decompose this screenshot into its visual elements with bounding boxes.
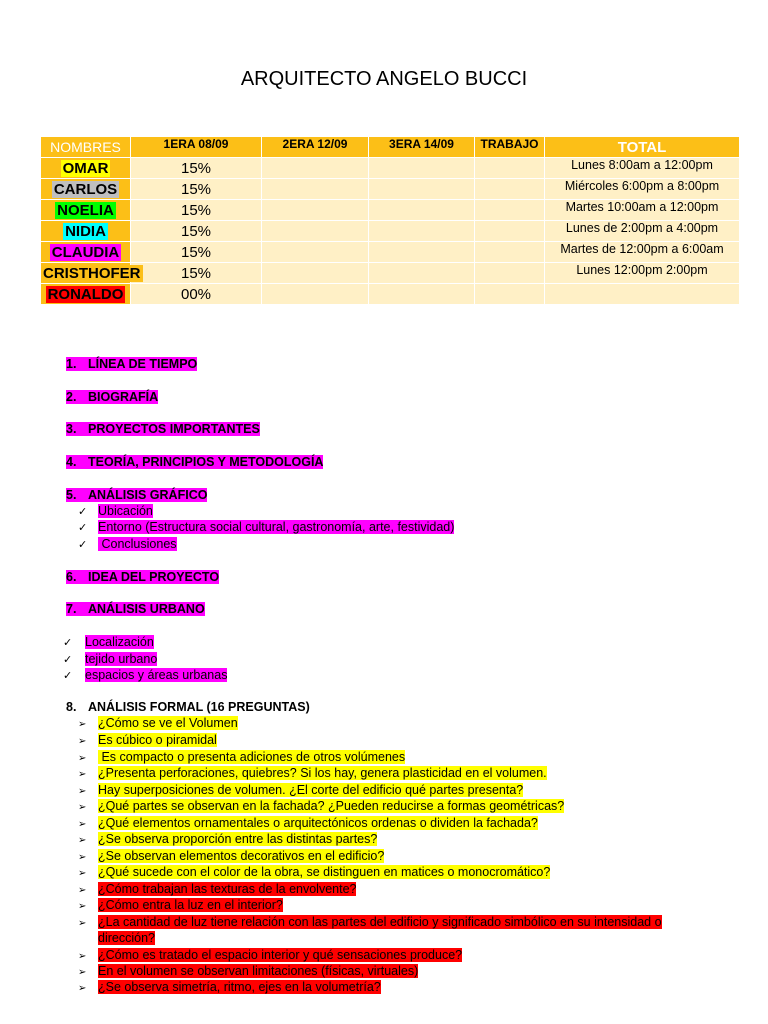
grade-trabajo bbox=[475, 242, 545, 263]
arrow-bullet-icon: ➢ bbox=[78, 852, 87, 863]
grade-2era bbox=[262, 158, 369, 179]
question-text: ¿Cómo es tratado el espacio interior y qué sensaciones produce? bbox=[98, 948, 463, 962]
header-trabajo: TRABAJO bbox=[475, 137, 545, 158]
student-name-label: NOELIA bbox=[57, 201, 114, 219]
question-item bbox=[78, 765, 547, 783]
section-5: 5. ANÁLISIS GRÁFICO bbox=[66, 488, 208, 502]
question-text: ¿Se observan elementos decorativos en el edificio? bbox=[98, 849, 385, 863]
question-text: ¿Qué partes se observan en la fachada? ¿Pueden reducirse a formas geométricas? bbox=[98, 799, 565, 813]
grade-2era bbox=[262, 263, 369, 284]
table-row bbox=[41, 179, 740, 200]
arrow-bullet-icon: ➢ bbox=[78, 868, 87, 879]
table-row bbox=[41, 263, 740, 284]
grade-trabajo bbox=[475, 221, 545, 242]
question-text: Es cúbico o piramidal bbox=[98, 733, 217, 747]
arrow-bullet-icon: ➢ bbox=[78, 951, 87, 962]
section-3: 3. PROYECTOS IMPORTANTES bbox=[66, 422, 260, 436]
question-text: ¿Qué sucede con el color de la obra, se distinguen en matices o monocromático? bbox=[98, 865, 551, 879]
question-item bbox=[78, 732, 217, 750]
grade-2era bbox=[262, 200, 369, 221]
grade-2era bbox=[262, 284, 369, 305]
student-name-label: OMAR bbox=[62, 159, 109, 177]
header-nombres: NOMBRES bbox=[41, 137, 131, 158]
question-item bbox=[78, 930, 155, 946]
section-7-item: ✓ tejido urbano bbox=[63, 652, 158, 666]
section-8: 8. ANÁLISIS FORMAL (16 PREGUNTAS) bbox=[66, 700, 310, 714]
table-row bbox=[41, 221, 740, 242]
section-7-item: ✓ espacios y áreas urbanas bbox=[63, 668, 228, 682]
section-2: 2. BIOGRAFÍA bbox=[66, 390, 159, 404]
question-item bbox=[78, 979, 381, 997]
student-name bbox=[41, 179, 131, 200]
question-text: Hay superposiciones de volumen. ¿El corte del edificio qué partes presenta? bbox=[98, 783, 524, 797]
check-icon: ✓ bbox=[78, 506, 88, 518]
grade-1era: 15% bbox=[131, 242, 262, 263]
grade-3era bbox=[369, 200, 475, 221]
grade-3era bbox=[369, 158, 475, 179]
check-icon: ✓ bbox=[63, 654, 73, 666]
arrow-bullet-icon: ➢ bbox=[78, 918, 87, 929]
grade-3era bbox=[369, 284, 475, 305]
section-7: 7. ANÁLISIS URBANO bbox=[66, 602, 205, 616]
question-item bbox=[78, 914, 662, 932]
check-icon: ✓ bbox=[78, 539, 88, 551]
total-schedule: Lunes de 2:00pm a 4:00pm bbox=[545, 221, 740, 242]
table-row bbox=[41, 158, 740, 179]
grade-trabajo bbox=[475, 158, 545, 179]
student-name bbox=[41, 221, 131, 242]
table-row bbox=[41, 242, 740, 263]
check-icon: ✓ bbox=[63, 670, 73, 682]
grade-1era: 15% bbox=[131, 179, 262, 200]
question-item bbox=[78, 897, 283, 915]
student-name-label: RONALDO bbox=[47, 285, 124, 303]
question-item bbox=[78, 715, 238, 733]
arrow-bullet-icon: ➢ bbox=[78, 753, 87, 764]
grade-1era: 15% bbox=[131, 263, 262, 284]
student-name bbox=[41, 158, 131, 179]
grade-trabajo bbox=[475, 200, 545, 221]
section-5-item: ✓ Conclusiones bbox=[78, 537, 177, 551]
question-text: dirección? bbox=[98, 931, 155, 945]
arrow-bullet-icon: ➢ bbox=[78, 719, 87, 730]
question-text: ¿Cómo entra la luz en el interior? bbox=[98, 898, 283, 912]
total-schedule bbox=[545, 284, 740, 305]
question-text: En el volumen se observan limitaciones (físicas, virtuales) bbox=[98, 964, 419, 978]
grade-3era bbox=[369, 221, 475, 242]
grade-2era bbox=[262, 242, 369, 263]
header-1era: 1ERA 08/09 bbox=[131, 137, 262, 158]
question-text: ¿Cómo se ve el Volumen bbox=[98, 716, 238, 730]
arrow-bullet-icon: ➢ bbox=[78, 983, 87, 994]
total-schedule: Martes de 12:00pm a 6:00am bbox=[545, 242, 740, 263]
section-5-item: ✓ Ubicación bbox=[78, 504, 153, 518]
header-3era: 3ERA 14/09 bbox=[369, 137, 475, 158]
arrow-bullet-icon: ➢ bbox=[78, 901, 87, 912]
student-name bbox=[41, 263, 141, 284]
total-schedule: Miércoles 6:00pm a 8:00pm bbox=[545, 179, 740, 200]
arrow-bullet-icon: ➢ bbox=[78, 769, 87, 780]
student-name-label: NIDIA bbox=[65, 222, 106, 240]
total-schedule: Lunes 8:00am a 12:00pm bbox=[545, 158, 740, 179]
grade-2era bbox=[262, 179, 369, 200]
student-name-label: CLAUDIA bbox=[51, 243, 120, 261]
section-7-item: ✓ Localización bbox=[63, 635, 154, 649]
table-header-row bbox=[41, 137, 740, 158]
total-schedule: Martes 10:00am a 12:00pm bbox=[545, 200, 740, 221]
grade-1era: 15% bbox=[131, 221, 262, 242]
grade-1era: 15% bbox=[131, 158, 262, 179]
question-text: Es compacto o presenta adiciones de otros volúmenes bbox=[98, 750, 406, 764]
table-row bbox=[41, 200, 740, 221]
grade-1era: 15% bbox=[131, 200, 262, 221]
arrow-bullet-icon: ➢ bbox=[78, 802, 87, 813]
arrow-bullet-icon: ➢ bbox=[78, 819, 87, 830]
arrow-bullet-icon: ➢ bbox=[78, 885, 87, 896]
student-name bbox=[41, 284, 131, 305]
question-text: ¿Se observa proporción entre las distintas partes? bbox=[98, 832, 378, 846]
document-title: ARQUITECTO ANGELO BUCCI bbox=[240, 68, 528, 90]
arrow-bullet-icon: ➢ bbox=[78, 786, 87, 797]
question-text: ¿Qué elementos ornamentales o arquitectónicos ordenas o dividen la fachada? bbox=[98, 816, 538, 830]
arrow-bullet-icon: ➢ bbox=[78, 835, 87, 846]
table-row bbox=[41, 284, 740, 305]
section-5-item: ✓ Entorno (Estructura social cultural, gastronomía, arte, festividad) bbox=[78, 520, 455, 534]
grade-3era bbox=[369, 179, 475, 200]
section-1: 1. LÍNEA DE TIEMPO bbox=[66, 357, 198, 371]
question-item bbox=[78, 798, 564, 816]
question-item bbox=[78, 831, 377, 849]
check-icon: ✓ bbox=[63, 637, 73, 649]
arrow-bullet-icon: ➢ bbox=[78, 736, 87, 747]
section-6: 6. IDEA DEL PROYECTO bbox=[66, 570, 220, 584]
student-name-label: CARLOS bbox=[53, 180, 118, 198]
question-text: ¿Se observa simetría, ritmo, ejes en la volumetría? bbox=[98, 980, 381, 994]
grades-table bbox=[40, 136, 740, 305]
grade-3era bbox=[369, 242, 475, 263]
student-name-label: CRISTHOFER bbox=[43, 264, 141, 282]
grade-3era bbox=[369, 263, 475, 284]
question-text: ¿Presenta perforaciones, quiebres? Si los hay, genera plasticidad en el volumen. bbox=[98, 766, 547, 780]
arrow-bullet-icon: ➢ bbox=[78, 967, 87, 978]
grade-2era bbox=[262, 221, 369, 242]
question-text: ¿La cantidad de luz tiene relación con las partes del edificio y significado simbólico en su intensidad o bbox=[98, 915, 662, 929]
grade-1era: 00% bbox=[131, 284, 262, 305]
question-text: ¿Cómo trabajan las texturas de la envolvente? bbox=[98, 882, 357, 896]
grade-trabajo bbox=[475, 179, 545, 200]
student-name bbox=[41, 242, 131, 263]
grade-trabajo bbox=[475, 284, 545, 305]
check-icon: ✓ bbox=[78, 522, 88, 534]
header-total: TOTAL bbox=[545, 137, 740, 158]
total-schedule: Lunes 12:00pm 2:00pm bbox=[545, 263, 740, 284]
student-name bbox=[41, 200, 131, 221]
grade-trabajo bbox=[475, 263, 545, 284]
header-2era: 2ERA 12/09 bbox=[262, 137, 369, 158]
table-body bbox=[41, 158, 740, 305]
question-item bbox=[78, 864, 550, 882]
section-4: 4. TEORÍA, PRINCIPIOS Y METODOLOGÍA bbox=[66, 455, 324, 469]
